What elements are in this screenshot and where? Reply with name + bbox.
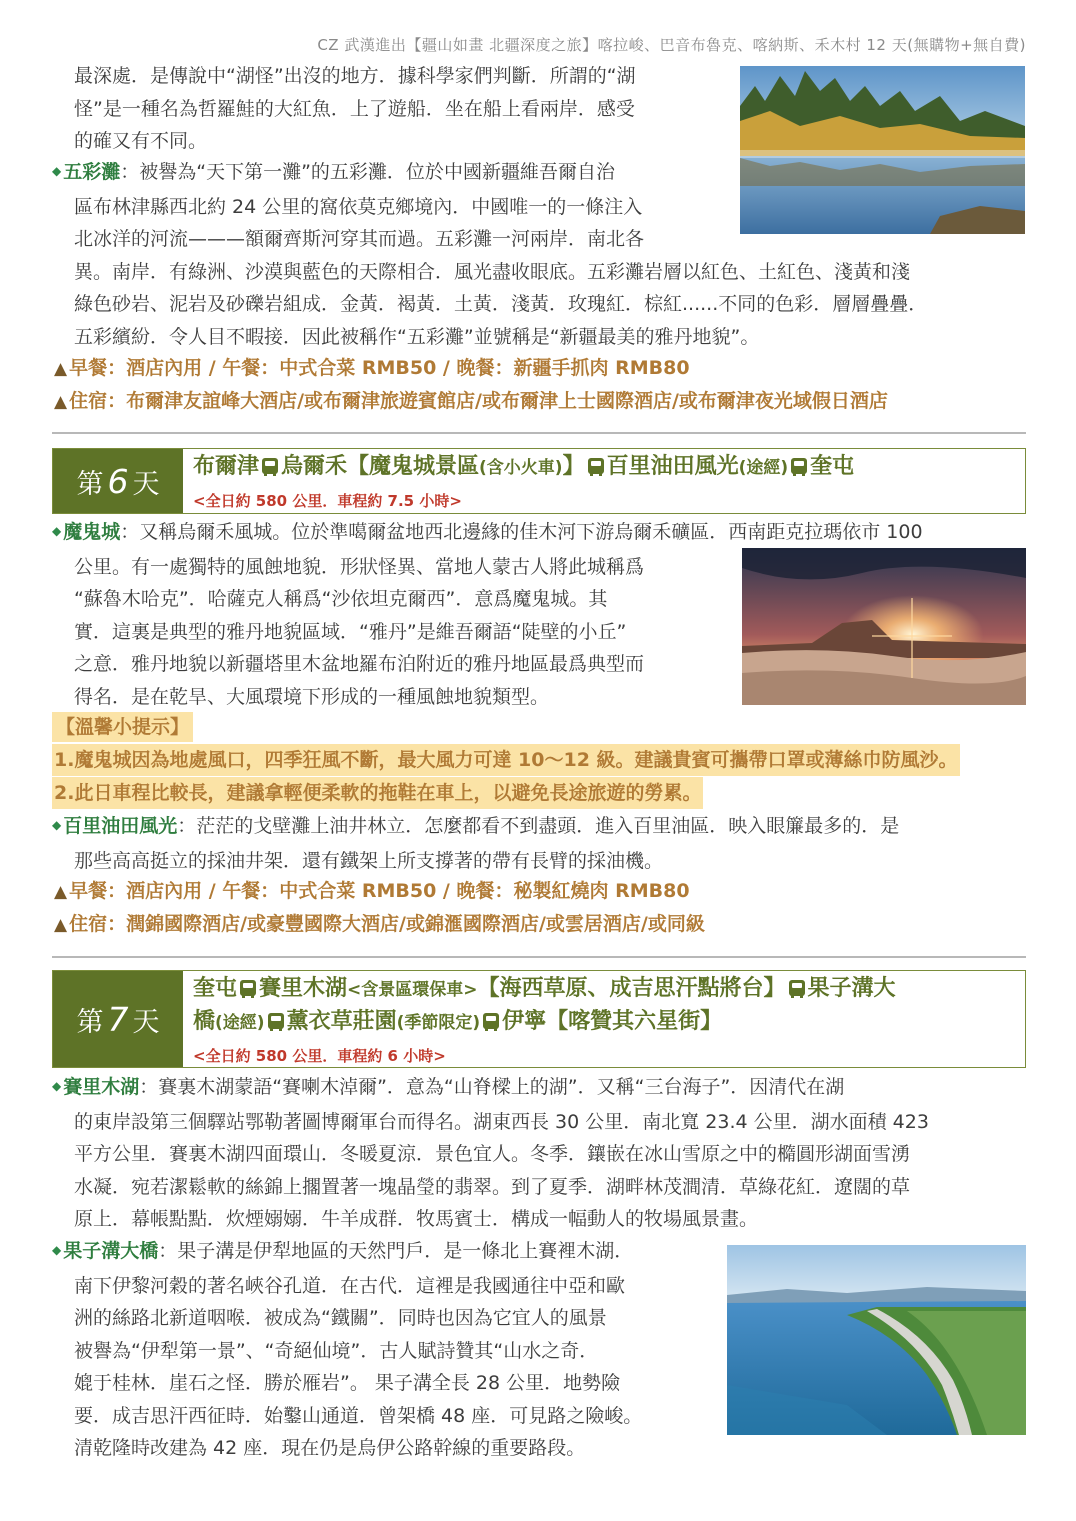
route-stop: 布爾津 xyxy=(193,454,260,479)
hotel-text: 住宿：布爾津友誼峰大酒店/或布爾津旅遊賓館店/或布爾津上士國際酒店/或布爾津夜光域假日酒店 xyxy=(69,390,888,412)
tip-item: 2.此日車程比較長，建議拿輕便柔軟的拖鞋在車上，以避免長途旅遊的勞累。 xyxy=(52,777,703,809)
day-number: 6 xyxy=(107,461,129,501)
tips-heading: 【溫馨小提示】 xyxy=(52,712,193,742)
guozigou-paragraph xyxy=(52,1235,732,1465)
document-header: CZ 武漢進出【疆山如畫 北疆深度之旅】喀拉峻、巴音布魯克、喀納斯、禾木村 12 天(無購物+無自費) xyxy=(317,36,1026,54)
meal-text: 早餐：酒店內用 / 午餐：中式合菜 RMB50 / 晚餐：新疆手抓肉 RMB80 xyxy=(69,357,690,379)
route-line xyxy=(193,1006,1015,1039)
triangle-icon: ▲ xyxy=(54,915,68,935)
day6-meals xyxy=(54,876,690,903)
bus-icon xyxy=(268,1013,284,1029)
text-line: 那些高高挺立的採油井架．還有鐵架上所支撐著的帶有長臂的採油機。 xyxy=(74,849,664,872)
route-note: (途經) xyxy=(215,1013,265,1033)
text-line: 水凝．宛若潔鬆軟的絲錦上擱置著一塊晶瑩的翡翠。到了夏季．湖畔林茂澗清．草綠花紅．遼闊的草 xyxy=(74,1175,911,1198)
route-stop: 果子溝大 xyxy=(807,976,896,1001)
lake-road-photo xyxy=(727,1245,1026,1435)
text-line: “蘇魯木哈克”．哈薩克人稱爲“沙依坦克爾西”．意爲魔鬼城。其 xyxy=(74,588,608,610)
text-line: 清乾隆時改建為 42 座．現在仍是烏伊公路幹線的重要路段。 xyxy=(74,1437,586,1459)
wucaitan-paragraph xyxy=(52,156,1032,353)
text-span: ：果子溝是伊犁地區的天然門戶．是一條北上賽裡木湖． xyxy=(158,1240,634,1262)
day7-distance: <全日約 580 公里．車程約 6 小時> xyxy=(193,1047,446,1065)
text-line: 區布林津縣西北約 24 公里的窩依莫克鄉境內．中國唯一的一條注入 xyxy=(74,195,643,218)
hotel-text: 住宿：潤錦國際酒店/或豪豐國際大酒店/或錦滙國際酒店/或雲居酒店/或同級 xyxy=(69,913,705,935)
triangle-icon: ▲ xyxy=(54,392,68,412)
section-divider xyxy=(52,956,1026,958)
route-note: (含小火車) xyxy=(479,458,563,478)
text-line: 北冰洋的河流———額爾齊斯河穿其而過。五彩灘一河兩岸．南北各 xyxy=(74,228,645,250)
bullet-icon: ◆ xyxy=(52,1243,62,1257)
day-number: 7 xyxy=(107,999,129,1039)
text-line xyxy=(52,1071,1032,1106)
intro-paragraph xyxy=(74,60,734,158)
text-line: 原上．幕帳點點．炊煙嫋嫋．牛羊成群．牧馬賓士．構成一幅動人的牧場風景畫。 xyxy=(74,1208,759,1230)
route-note: (途經) xyxy=(738,458,789,478)
bullet-icon: ◆ xyxy=(52,1079,62,1093)
day5-meals xyxy=(54,353,690,380)
route-stop: 奎屯 xyxy=(193,976,238,1001)
text-span: ：又稱烏爾禾風城。位於準噶爾盆地西北邊緣的佳木河下游烏爾禾礦區．西南距克拉瑪依市 100 xyxy=(120,521,923,543)
text-span: ：茫茫的戈壁灘上油井林立．怎麼都看不到盡頭．進入百里油區．映入眼簾最多的．是 xyxy=(177,815,900,837)
day6-route-title xyxy=(193,451,1015,484)
bus-icon xyxy=(483,1013,499,1029)
sailimu-paragraph xyxy=(52,1071,1032,1236)
text-line: 異。南岸．有綠洲、沙漠與藍色的天際相合．風光盡收眼底。五彩灘岩層以紅色、土紅色、淺黃和淺 xyxy=(74,260,911,283)
text-line xyxy=(52,810,1032,845)
text-line xyxy=(52,156,1032,191)
text-line: 要．成吉思汗西征時．始鑿山通道．曾架橋 48 座．可見路之險峻。 xyxy=(74,1404,643,1427)
day-prefix: 第 xyxy=(76,468,104,500)
route-stop: 橋 xyxy=(193,1009,216,1034)
route-bracket: 】 xyxy=(562,454,585,479)
text-line: 得名．是在乾旱、大風環境下形成的一種風蝕地貌類型。 xyxy=(74,685,550,708)
day5-hotel xyxy=(54,386,888,413)
text-line: 南下伊黎河穀的著名峽谷孔道．在古代．這裡是我國通往中亞和歐 xyxy=(74,1274,626,1297)
text-line xyxy=(52,516,1032,551)
triangle-icon: ▲ xyxy=(54,359,68,379)
yardang-sunset-photo xyxy=(742,548,1026,705)
day-prefix: 第 xyxy=(76,1006,104,1038)
route-note: <含景區環保車> xyxy=(347,980,478,1000)
tip-item: 1.魔鬼城因為地處風口，四季狂風不斷，最大風力可達 10～12 級。建議貴賓可攜帶口罩或薄絲巾防風沙。 xyxy=(52,744,960,776)
day6-hotel xyxy=(54,909,705,936)
route-stop: 烏爾禾【魔鬼城景區 xyxy=(281,454,480,479)
text-line: 洲的絲路北新道咽喉．被成為“鐵關”．同時也因為它宜人的風景 xyxy=(74,1307,607,1329)
day-suffix: 天 xyxy=(132,468,160,500)
bullet-icon: ◆ xyxy=(52,524,62,538)
route-note: (季節限定) xyxy=(396,1013,481,1033)
attraction-name: 賽里木湖 xyxy=(63,1076,140,1098)
route-stop: 薰衣草莊園 xyxy=(286,1009,397,1034)
bus-icon xyxy=(791,458,807,474)
text-line: 的確又有不同。 xyxy=(74,130,208,152)
section-divider xyxy=(52,432,1026,434)
day6-distance: <全日約 580 公里．車程約 7.5 小時> xyxy=(193,492,462,510)
text-line: 實．這裏是典型的雅丹地貌區域．“雅丹”是維吾爾語“陡壁的小丘” xyxy=(74,620,627,643)
route-stop: 伊寧【喀贊其六星街】 xyxy=(502,1009,723,1034)
youtian-paragraph xyxy=(52,810,1032,877)
text-line: 五彩繽紛．令人目不暇接．因此被稱作“五彩灘”並號稱是“新疆最美的雅丹地貌”。 xyxy=(74,325,760,348)
attraction-name: 百里油田風光 xyxy=(63,815,178,837)
text-line: 之意．雅丹地貌以新疆塔里木盆地羅布泊附近的雅丹地區最爲典型而 xyxy=(74,653,645,675)
attraction-name: 五彩灘 xyxy=(63,161,121,183)
day-suffix: 天 xyxy=(132,1006,160,1038)
text-span: ：被譽為“天下第一灘”的五彩灘．位於中國新疆維吾爾自治 xyxy=(120,161,615,183)
bus-icon xyxy=(588,458,604,474)
bullet-icon: ◆ xyxy=(52,818,62,832)
text-line: 公里。有一處獨特的風蝕地貌．形狀怪異、當地人蒙古人將此城稱爲 xyxy=(74,555,645,578)
text-line: 媲于桂林．崖石之怪．勝於雁岩”。 果子溝全長 28 公里．地勢險 xyxy=(74,1372,621,1394)
text-line: 最深處．是傳說中“湖怪”出沒的地方．據科學家們判斷．所謂的“湖 xyxy=(74,65,636,87)
text-line: 綠色砂岩、泥岩及砂礫岩組成．金黃．褐黃．土黃．淺黃．玫瑰紅．棕紅......不同的色彩．層層疊疊． xyxy=(74,293,928,315)
day6-tag xyxy=(53,449,183,513)
bullet-icon: ◆ xyxy=(52,164,62,178)
text-line: 的東岸設第三個驛站鄂勒著圖博爾軍台而得名。湖東西長 30 公里．南北寬 23.4 公里．湖水面積 423 xyxy=(74,1110,929,1133)
triangle-icon: ▲ xyxy=(54,882,68,902)
text-span: ：賽裏木湖蒙語“賽喇木淖爾”．意為“山脊樑上的湖”．又稱“三台海子”．因清代在湖 xyxy=(139,1076,845,1098)
route-stop: 奎屯 xyxy=(810,454,855,479)
text-line: 怪”是一種名為哲羅鮭的大紅魚．上了遊船．坐在船上看兩岸．感受 xyxy=(74,97,635,120)
bus-icon xyxy=(789,980,805,996)
bus-icon xyxy=(262,458,278,474)
attraction-name: 魔鬼城 xyxy=(63,521,121,543)
text-line: 被譽為“伊犁第一景”、“奇絕仙境”．古人賦詩贊其“山水之奇． xyxy=(74,1339,599,1362)
day7-route-title xyxy=(193,973,1015,1039)
text-line xyxy=(52,1235,732,1270)
route-line xyxy=(193,973,1015,1006)
meal-text: 早餐：酒店內用 / 午餐：中式合菜 RMB50 / 晚餐：秘製紅燒肉 RMB80 xyxy=(69,880,690,902)
route-stop: 百里油田風光 xyxy=(606,454,739,479)
bus-icon xyxy=(240,980,256,996)
attraction-name: 果子溝大橋 xyxy=(63,1240,159,1262)
day7-tag xyxy=(53,971,183,1067)
day6-header xyxy=(52,448,1026,514)
route-stop: 【海西草原、成吉思汗點將台】 xyxy=(477,976,786,1001)
day7-header xyxy=(52,970,1026,1068)
text-line: 平方公里．賽裏木湖四面環山．冬暖夏涼．景色宜人。冬季．鑲嵌在冰山雪原之中的橢圓形湖面雪湧 xyxy=(74,1143,911,1165)
route-stop: 賽里木湖 xyxy=(259,976,348,1001)
